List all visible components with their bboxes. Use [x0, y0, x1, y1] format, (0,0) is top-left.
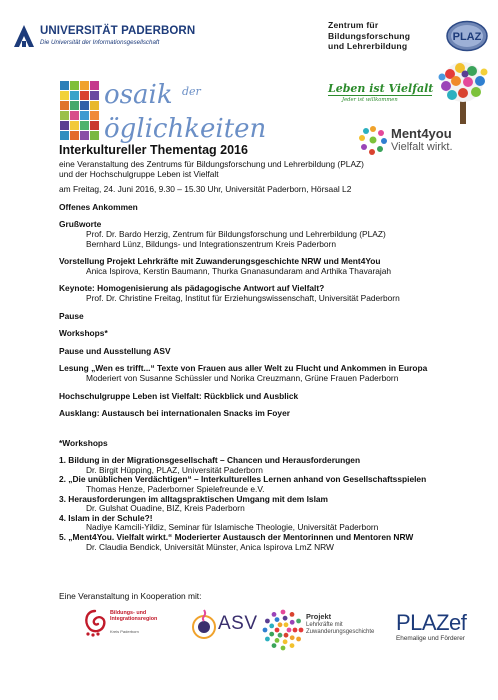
program-item-speaker: Prof. Dr. Bardo Herzig, Zentrum für Bildungsforschung und Lehrerbildung (PLAZ): [86, 228, 386, 239]
asv-flame-icon: [190, 608, 218, 642]
ment4you-tagline: Vielfalt wirkt.: [391, 141, 453, 153]
plaz-name: [328, 20, 410, 52]
workshop-title: 4. Islam in der Schule?!: [59, 512, 153, 523]
program-item-heading: Pause und Ausstellung ASV: [59, 345, 171, 356]
workshop-title: 1. Bildung in der Migrationsgesellschaft – Chancen und Herausforderungen: [59, 455, 361, 466]
program-item-speaker: Bernhard Lünz, Bildungs- und Integrationszentrum Kreis Paderborn: [86, 238, 336, 249]
mosaik-logo: [58, 73, 298, 145]
plaz-badge-icon: [446, 20, 488, 52]
program-item-speaker: Anica Ispirova, Kerstin Baumann, Thurka Gnanasundaram and Arthika Thavarajah: [86, 265, 392, 276]
program-item-heading: Ausklang: Austausch bei internationalen Snacks im Foyer: [59, 408, 290, 419]
red-swirl-icon: [82, 608, 108, 638]
liv-title: Leben ist Vielfalt: [328, 82, 434, 95]
workshops-heading: *Workshops: [59, 437, 108, 448]
program-item-heading: Vorstellung Projekt Lehrkräfte mit Zuwanderungsgeschichte NRW und Ment4You: [59, 256, 381, 267]
leben-ist-vielfalt-logo: [328, 82, 438, 106]
workshop-speaker: Dr. Gulshat Ouadine, BIZ, Kreis Paderborn: [86, 503, 245, 514]
program-item-speaker: Moderiert von Susanne Schüssler und Norika Creuzmann, Grüne Frauen Paderborn: [86, 372, 399, 383]
projekt-line: Zuwanderungsgeschichte: [306, 629, 375, 635]
mosaik-line1: osaik: [104, 80, 173, 110]
projekt-title: Projekt: [306, 612, 332, 621]
workshop-title: 3. Herausforderungen im alltagspraktischen Umgang mit dem Islam: [59, 493, 329, 504]
bir-line: Bildungs- und: [110, 610, 147, 616]
program-content: [59, 143, 491, 552]
projekt-subtitle: [306, 622, 374, 636]
workshop-speaker: Thomas Henze, Paderborner Spielefreunde e.V.: [86, 484, 265, 495]
university-crest-icon: [12, 23, 36, 49]
bir-line: Integrationsregion: [110, 616, 158, 623]
event-date-line: am Freitag, 24. Juni 2016, 9.30 – 15.30 Uhr, Universität Paderborn, Hörsaal L2: [59, 184, 352, 195]
event-intro-line: eine Veranstaltung des Zentrums für Bildungsforschung und Lehrerbildung (PLAZ): [59, 159, 364, 169]
workshop-title: 2. „Die unüblichen Verdächtigen“ – Interkulturelles Lernen anhand von Gesellschaftsspielen: [59, 474, 427, 485]
mosaik-der: der: [182, 85, 201, 98]
program-item-heading: Pause: [59, 310, 84, 321]
asv-logo: [190, 608, 260, 642]
bildungs-integrationsregion-logo: [82, 608, 168, 644]
workshop-speaker: Nadiye Kamcili-Yildiz, Seminar für Islamische Theologie, Universität Paderborn: [86, 522, 379, 533]
dotted-circle-icon: [262, 604, 304, 656]
program-item-heading: Lesung „Wen es trifft...“ Texte von Frauen aus aller Welt zu Flucht und Ankommen in Europa: [59, 363, 428, 374]
plaz-line: und Lehrerbildung: [328, 41, 408, 51]
mosaic-m-icon: [60, 81, 99, 140]
asv-name: ASV: [218, 613, 258, 634]
program-item-heading: Keynote: Homogenisierung als pädagogische Antwort auf Vielfalt?: [59, 283, 325, 294]
university-tagline: Die Universität der Informationsgesellschaft: [40, 39, 160, 46]
program-item-heading: Offenes Ankommen: [59, 201, 138, 212]
liv-underline: [328, 95, 432, 96]
plaz-logo: [328, 18, 488, 58]
program-item-heading: Hochschulgruppe Leben ist Vielfalt: Rückblick und Ausblick: [59, 390, 299, 401]
event-intro-line: und der Hochschulgruppe Leben ist Vielfalt: [59, 168, 219, 179]
workshop-speaker: Dr. Birgit Hüpping, PLAZ, Universität Paderborn: [86, 464, 263, 475]
bir-name: [110, 610, 157, 622]
university-logo: [12, 22, 196, 52]
plazef-subtitle: Ehemalige und Förderer: [396, 635, 465, 642]
cooperation-label: Eine Veranstaltung in Kooperation mit:: [59, 591, 202, 601]
plaz-line: Zentrum für: [328, 20, 379, 30]
event-title: Interkultureller Thementag 2016: [59, 143, 248, 157]
workshop-speaker: Dr. Claudia Bendick, Universität Münster, Anica Ispirova LmZ NRW: [86, 541, 334, 552]
program-item-heading: Workshops*: [59, 328, 108, 339]
bir-subtitle: Kreis Paderborn: [110, 629, 139, 634]
plaz-badge-text: PLAZ: [452, 31, 482, 43]
liv-subtitle: Jeder ist willkommen: [342, 97, 398, 103]
mosaik-line2: öglichkeiten: [104, 114, 267, 144]
workshop-title: 5. „Ment4You. Vielfalt wirkt.“ Moderierter Austausch der Mentorinnen und Mentoren NRW: [59, 532, 414, 543]
colorful-tree-icon: [432, 60, 494, 126]
plazef-logo: [396, 610, 496, 646]
plazef-name: PLAZef: [396, 610, 467, 635]
program-item-speaker: Prof. Dr. Christine Freitag, Institut für Erziehungswissenschaft, Universität Paderborn: [86, 292, 400, 303]
program-item-heading: Grußworte: [59, 219, 102, 230]
plaz-line: Bildungsforschung: [328, 30, 411, 41]
projekt-lehrkraefte-logo: [262, 604, 390, 658]
projekt-line: Lehrkräfte mit: [306, 622, 343, 628]
ment4you-name: Ment4you: [391, 126, 452, 141]
university-name: UNIVERSITÄT PADERBORN: [40, 25, 196, 37]
